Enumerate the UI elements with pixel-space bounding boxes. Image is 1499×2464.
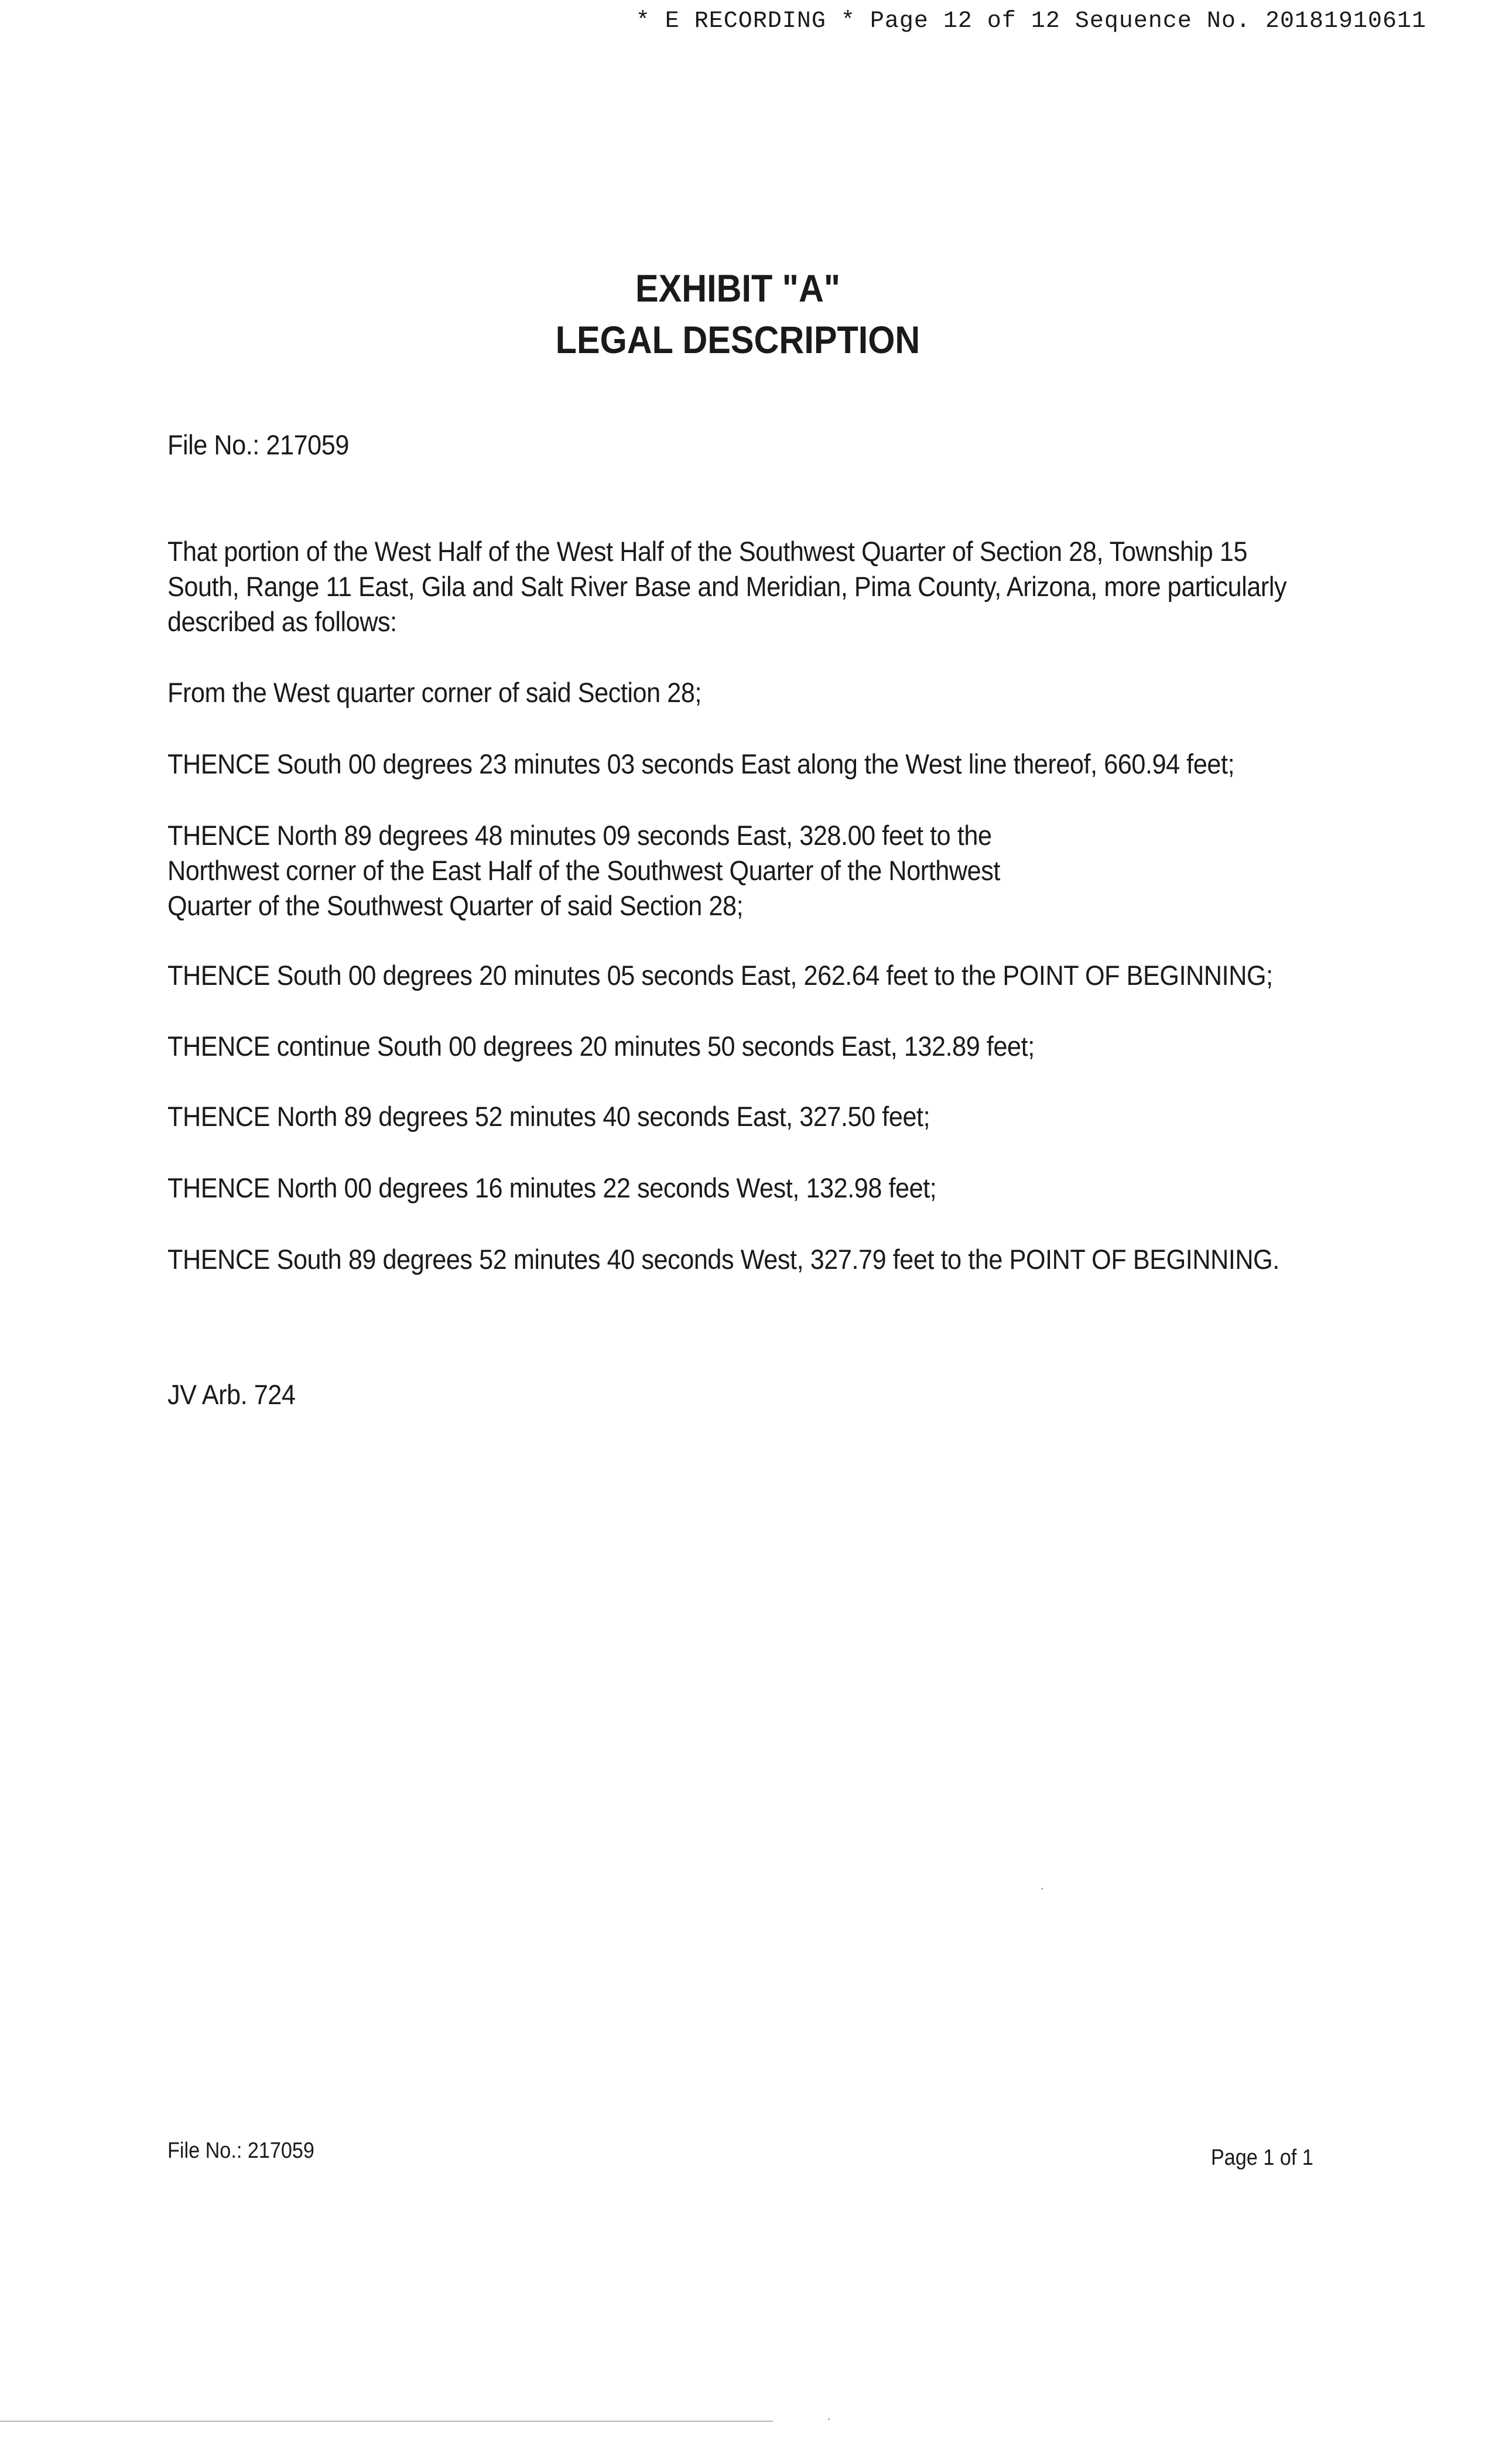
scan-artifact-dot xyxy=(1041,1888,1043,1890)
course-paragraph: THENCE continue South 00 degrees 20 minutes 50 seconds East, 132.89 feet; xyxy=(167,1031,1035,1062)
course-line: Quarter of the Southwest Quarter of said Section 28; xyxy=(167,890,744,921)
course-paragraph: THENCE South 00 degrees 20 minutes 05 seconds East, 262.64 feet to the POINT OF BEGINNING; xyxy=(167,960,1273,991)
exhibit-title: EXHIBIT "A" xyxy=(635,266,841,310)
course-line: Northwest corner of the East Half of the Southwest Quarter of the Northwest xyxy=(167,855,1000,886)
course-paragraph: THENCE South 89 degrees 52 minutes 40 seconds West, 327.79 feet to the POINT OF BEGINNING. xyxy=(167,1244,1279,1275)
course-line: THENCE North 89 degrees 48 minutes 09 seconds East, 328.00 feet to the xyxy=(167,820,992,851)
recording-header: * E RECORDING * Page 12 of 12 Sequence No. 20181910611 xyxy=(635,8,1426,35)
course-paragraph: THENCE North 89 degrees 52 minutes 40 seconds East, 327.50 feet; xyxy=(167,1101,930,1132)
course-paragraph: THENCE South 00 degrees 23 minutes 03 seconds East along the West line thereof, 660.94 feet; xyxy=(167,748,1235,779)
exhibit-title-block xyxy=(74,262,1402,365)
exhibit-subtitle: LEGAL DESCRIPTION xyxy=(555,318,920,361)
footer-page-number: Page 1 of 1 xyxy=(1211,2145,1313,2170)
jv-reference: JV Arb. 724 xyxy=(167,1379,296,1410)
scan-artifact-dot xyxy=(828,2418,830,2420)
from-paragraph: From the West quarter corner of said Section 28; xyxy=(167,677,702,708)
scan-artifact-line xyxy=(0,2421,773,2422)
intro-line: described as follows: xyxy=(167,606,397,637)
intro-line: That portion of the West Half of the West Half of the Southwest Quarter of Section 28, Township 15 xyxy=(167,536,1248,567)
file-number: File No.: 217059 xyxy=(167,429,349,460)
footer-file-number: File No.: 217059 xyxy=(167,2138,314,2163)
intro-paragraph xyxy=(167,534,1287,639)
course-paragraph: THENCE North 00 degrees 16 minutes 22 seconds West, 132.98 feet; xyxy=(167,1172,937,1203)
intro-line: South, Range 11 East, Gila and Salt River Base and Meridian, Pima County, Arizona, more particularly xyxy=(167,571,1287,602)
course-paragraph xyxy=(167,818,1245,923)
